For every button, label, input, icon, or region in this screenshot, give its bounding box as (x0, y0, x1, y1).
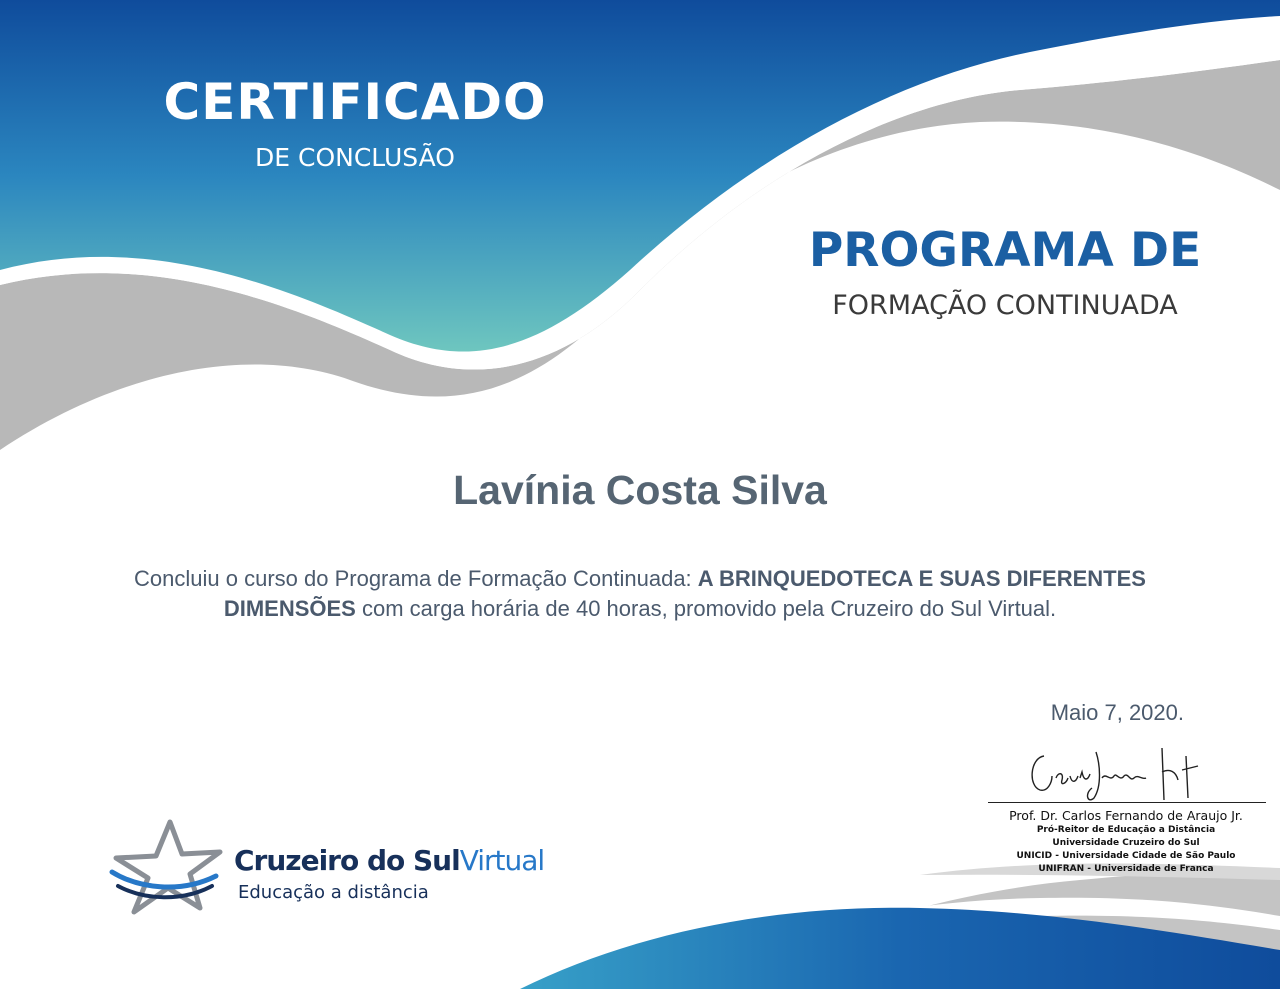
signature-line (988, 802, 1266, 803)
program-subtitle: FORMAÇÃO CONTINUADA (832, 290, 1178, 321)
issue-date: Maio 7, 2020. (1050, 700, 1184, 725)
certificate-title: CERTIFICADO (163, 73, 547, 131)
statement-rest: com carga horária de 40 horas, promovido pela Cruzeiro do Sul Virtual. (355, 596, 1057, 621)
statement-intro: Concluiu o curso do Programa de Formação Continuada: (134, 566, 698, 591)
signatory-institution: Universidade Cruzeiro do Sul (1052, 838, 1200, 848)
signatory-name: Prof. Dr. Carlos Fernando de Araujo Jr. (1009, 808, 1243, 823)
logo-brand-part1: Cruzeiro do Sul (234, 844, 460, 877)
logo-brand (234, 844, 544, 878)
certificate-subtitle: DE CONCLUSÃO (255, 143, 455, 172)
star-swoosh-logo-icon (108, 816, 226, 916)
signatory-institution: UNIFRAN - Universidade de Franca (1038, 864, 1214, 874)
logo-brand-part2: Virtual (459, 844, 545, 877)
signature-icon (1022, 742, 1222, 804)
completion-statement (110, 564, 1170, 624)
student-name: Lavínia Costa Silva (453, 467, 827, 513)
signatory-title: Pró-Reitor de Educação a Distância (1036, 825, 1216, 835)
program-title: PROGRAMA DE (808, 223, 1202, 278)
signatory-institution: UNICID - Universidade Cidade de São Paulo (1016, 851, 1236, 861)
course-name: A BRINQUEDOTECA E SUAS DIFERENTES DIMENSÕES (223, 566, 1146, 621)
logo-tagline: Educação a distância (238, 882, 429, 903)
signatory-block (958, 807, 1280, 876)
